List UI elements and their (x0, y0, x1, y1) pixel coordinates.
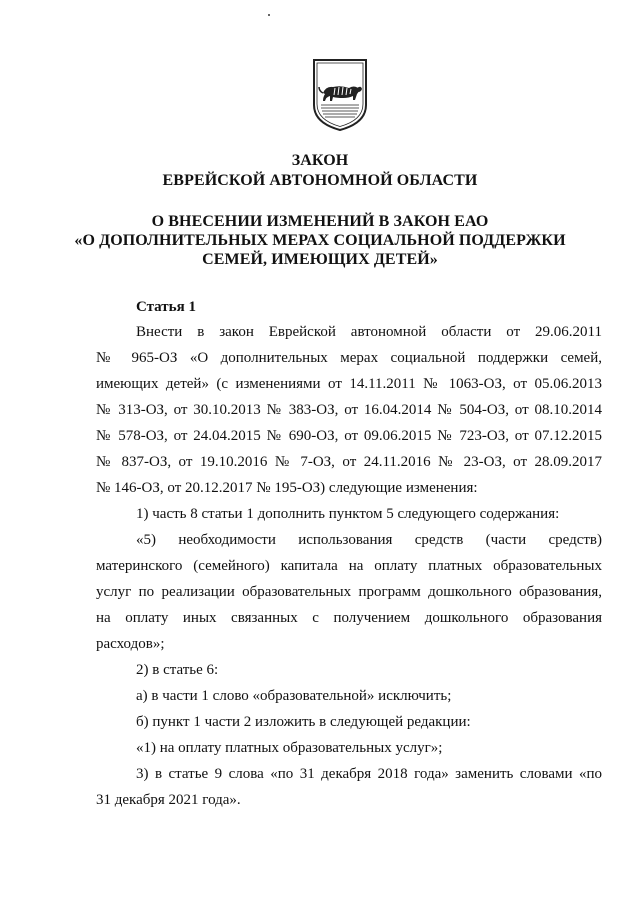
quoted-line: услуг по реализации образовательных программ дошкольного образования, (96, 584, 602, 600)
paragraph-line: 31 декабря 2021 года». (96, 792, 241, 808)
quoted-line: на оплату иных связанных с получением дошкольного образования (96, 610, 602, 626)
quoted-line: «1) на оплату платных образовательных услуг»; (136, 740, 443, 756)
list-item-3: 3) в статье 9 слова «по 31 декабря 2018 года» заменить словами «по (136, 766, 602, 782)
sub-item-b: б) пункт 1 части 2 изложить в следующей редакции: (136, 714, 471, 730)
scan-mark (268, 14, 270, 16)
list-item-2: 2) в статье 6: (136, 662, 219, 678)
law-title-line: О ВНЕСЕНИИ ИЗМЕНЕНИЙ В ЗАКОН ЕАО (151, 213, 489, 230)
paragraph-line: № 965-ОЗ «О дополнительных мерах социальной поддержки семей, (96, 350, 602, 366)
sub-item-a: а) в части 1 слово «образовательной» исключить; (136, 688, 452, 704)
paragraph-line: № 146-ОЗ, от 20.12.2017 № 195-ОЗ) следующие изменения: (96, 480, 478, 496)
quoted-line: расходов»; (96, 636, 165, 652)
paragraph-line: № 578-ОЗ, от 24.04.2015 № 690-ОЗ, от 09.06.2015 № 723-ОЗ, от 07.12.2015 (96, 428, 602, 444)
quoted-line: «5) необходимости использования средств (части средств) (136, 532, 602, 548)
quoted-line: материнского (семейного) капитала на оплату платных образовательных (96, 558, 602, 574)
article-title: Статья 1 (136, 299, 196, 315)
paragraph-line: Внести в закон Еврейской автономной области от 29.06.2011 (136, 324, 602, 340)
coat-of-arms-icon (311, 57, 369, 133)
law-title-line: «О ДОПОЛНИТЕЛЬНЫХ МЕРАХ СОЦИАЛЬНОЙ ПОДДЕРЖКИ (74, 232, 566, 249)
paragraph-line: имеющих детей» (с изменениями от 14.11.2011 № 1063-ОЗ, от 05.06.2013 (96, 376, 602, 392)
paragraph-line: № 313-ОЗ, от 30.10.2013 № 383-ОЗ, от 16.04.2014 № 504-ОЗ, от 08.10.2014 (96, 402, 602, 418)
list-item-1: 1) часть 8 статьи 1 дополнить пунктом 5 следующего содержания: (136, 506, 560, 522)
paragraph-line: № 837-ОЗ, от 19.10.2016 № 7-ОЗ, от 24.11.2016 № 23-ОЗ, от 28.09.2017 (96, 454, 602, 470)
region-heading: ЕВРЕЙСКОЙ АВТОНОМНОЙ ОБЛАСТИ (162, 172, 478, 189)
shield-icon (311, 57, 369, 133)
law-title-line: СЕМЕЙ, ИМЕЮЩИХ ДЕТЕЙ» (202, 251, 438, 268)
law-heading: ЗАКОН (291, 152, 349, 169)
